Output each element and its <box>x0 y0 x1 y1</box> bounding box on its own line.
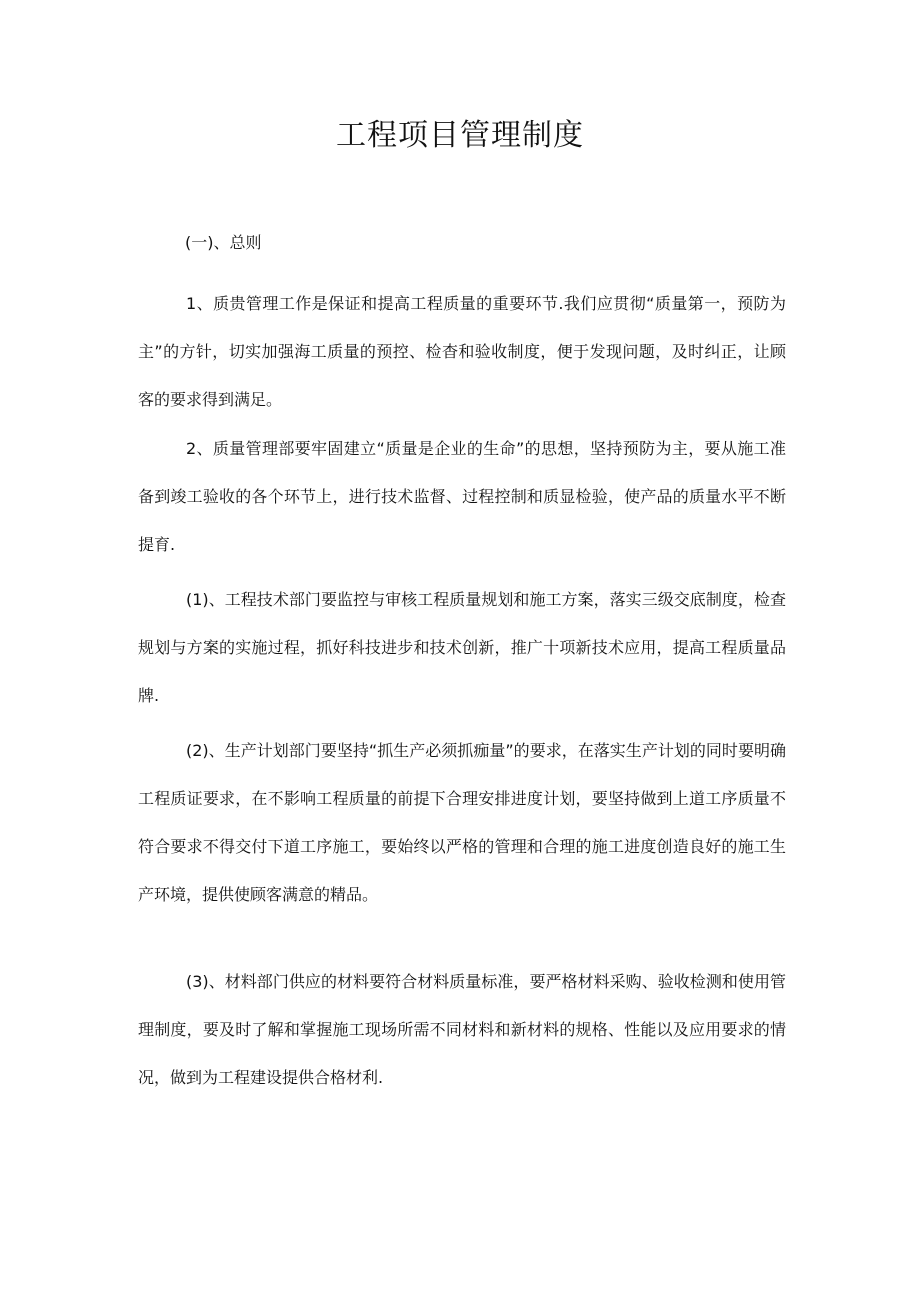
paragraph-quality-department: 2、质量管理部要牢固建立“质量是企业的生命”的思想，坚持预防为主，要从施工准备到竣工验收的各个环节上，进行技术监督、过程控制和质显检验，使产品的质量水平不断提育. <box>138 439 786 554</box>
document-title: 工程项目管理制度 <box>336 118 584 153</box>
paragraph-engineering-technology: (1)、工程技术部门要监控与审核工程质量规划和施工方案，落实三级交底制度，检查规划与方案的实施过程，抓好科技进步和技术创新，推广十项新技术应用，提高工程质量品牌. <box>138 590 786 705</box>
paragraph-production-planning: (2)、生产计划部门要坚持“抓生产必须抓痂量”的要求，在落实生产计划的同时要明确工程质证要求，在不影响工程质量的前提下合理安排进度计划，要坚持做到上道工序质量不符合要求不得交付下道工序施工，要始终以严格的管理和合理的施工进度创造良好的施工生产环境，提供使顾客满意的精品。 <box>138 741 786 904</box>
paragraph-quality-management: 1、质贵管理工作是保证和提高工程质量的重要环节.我们应贯彻“质量第一，预防为主”的方针，切实加强海工质量的预控、检杳和验收制度，便于发现问题，及时纠正，让顾客的要求得到满足。 <box>138 294 786 409</box>
section-heading: (一)、总则 <box>185 233 262 252</box>
paragraph-materials-department: (3)、材料部门供应的材料要符合材料质量标准，要严格材料采购、验收检测和使用管理制度，要及时了解和掌握施工现场所需不同材料和新材料的规格、性能以及应用要求的情况，做到为工程建设提供合格材利. <box>138 972 786 1087</box>
